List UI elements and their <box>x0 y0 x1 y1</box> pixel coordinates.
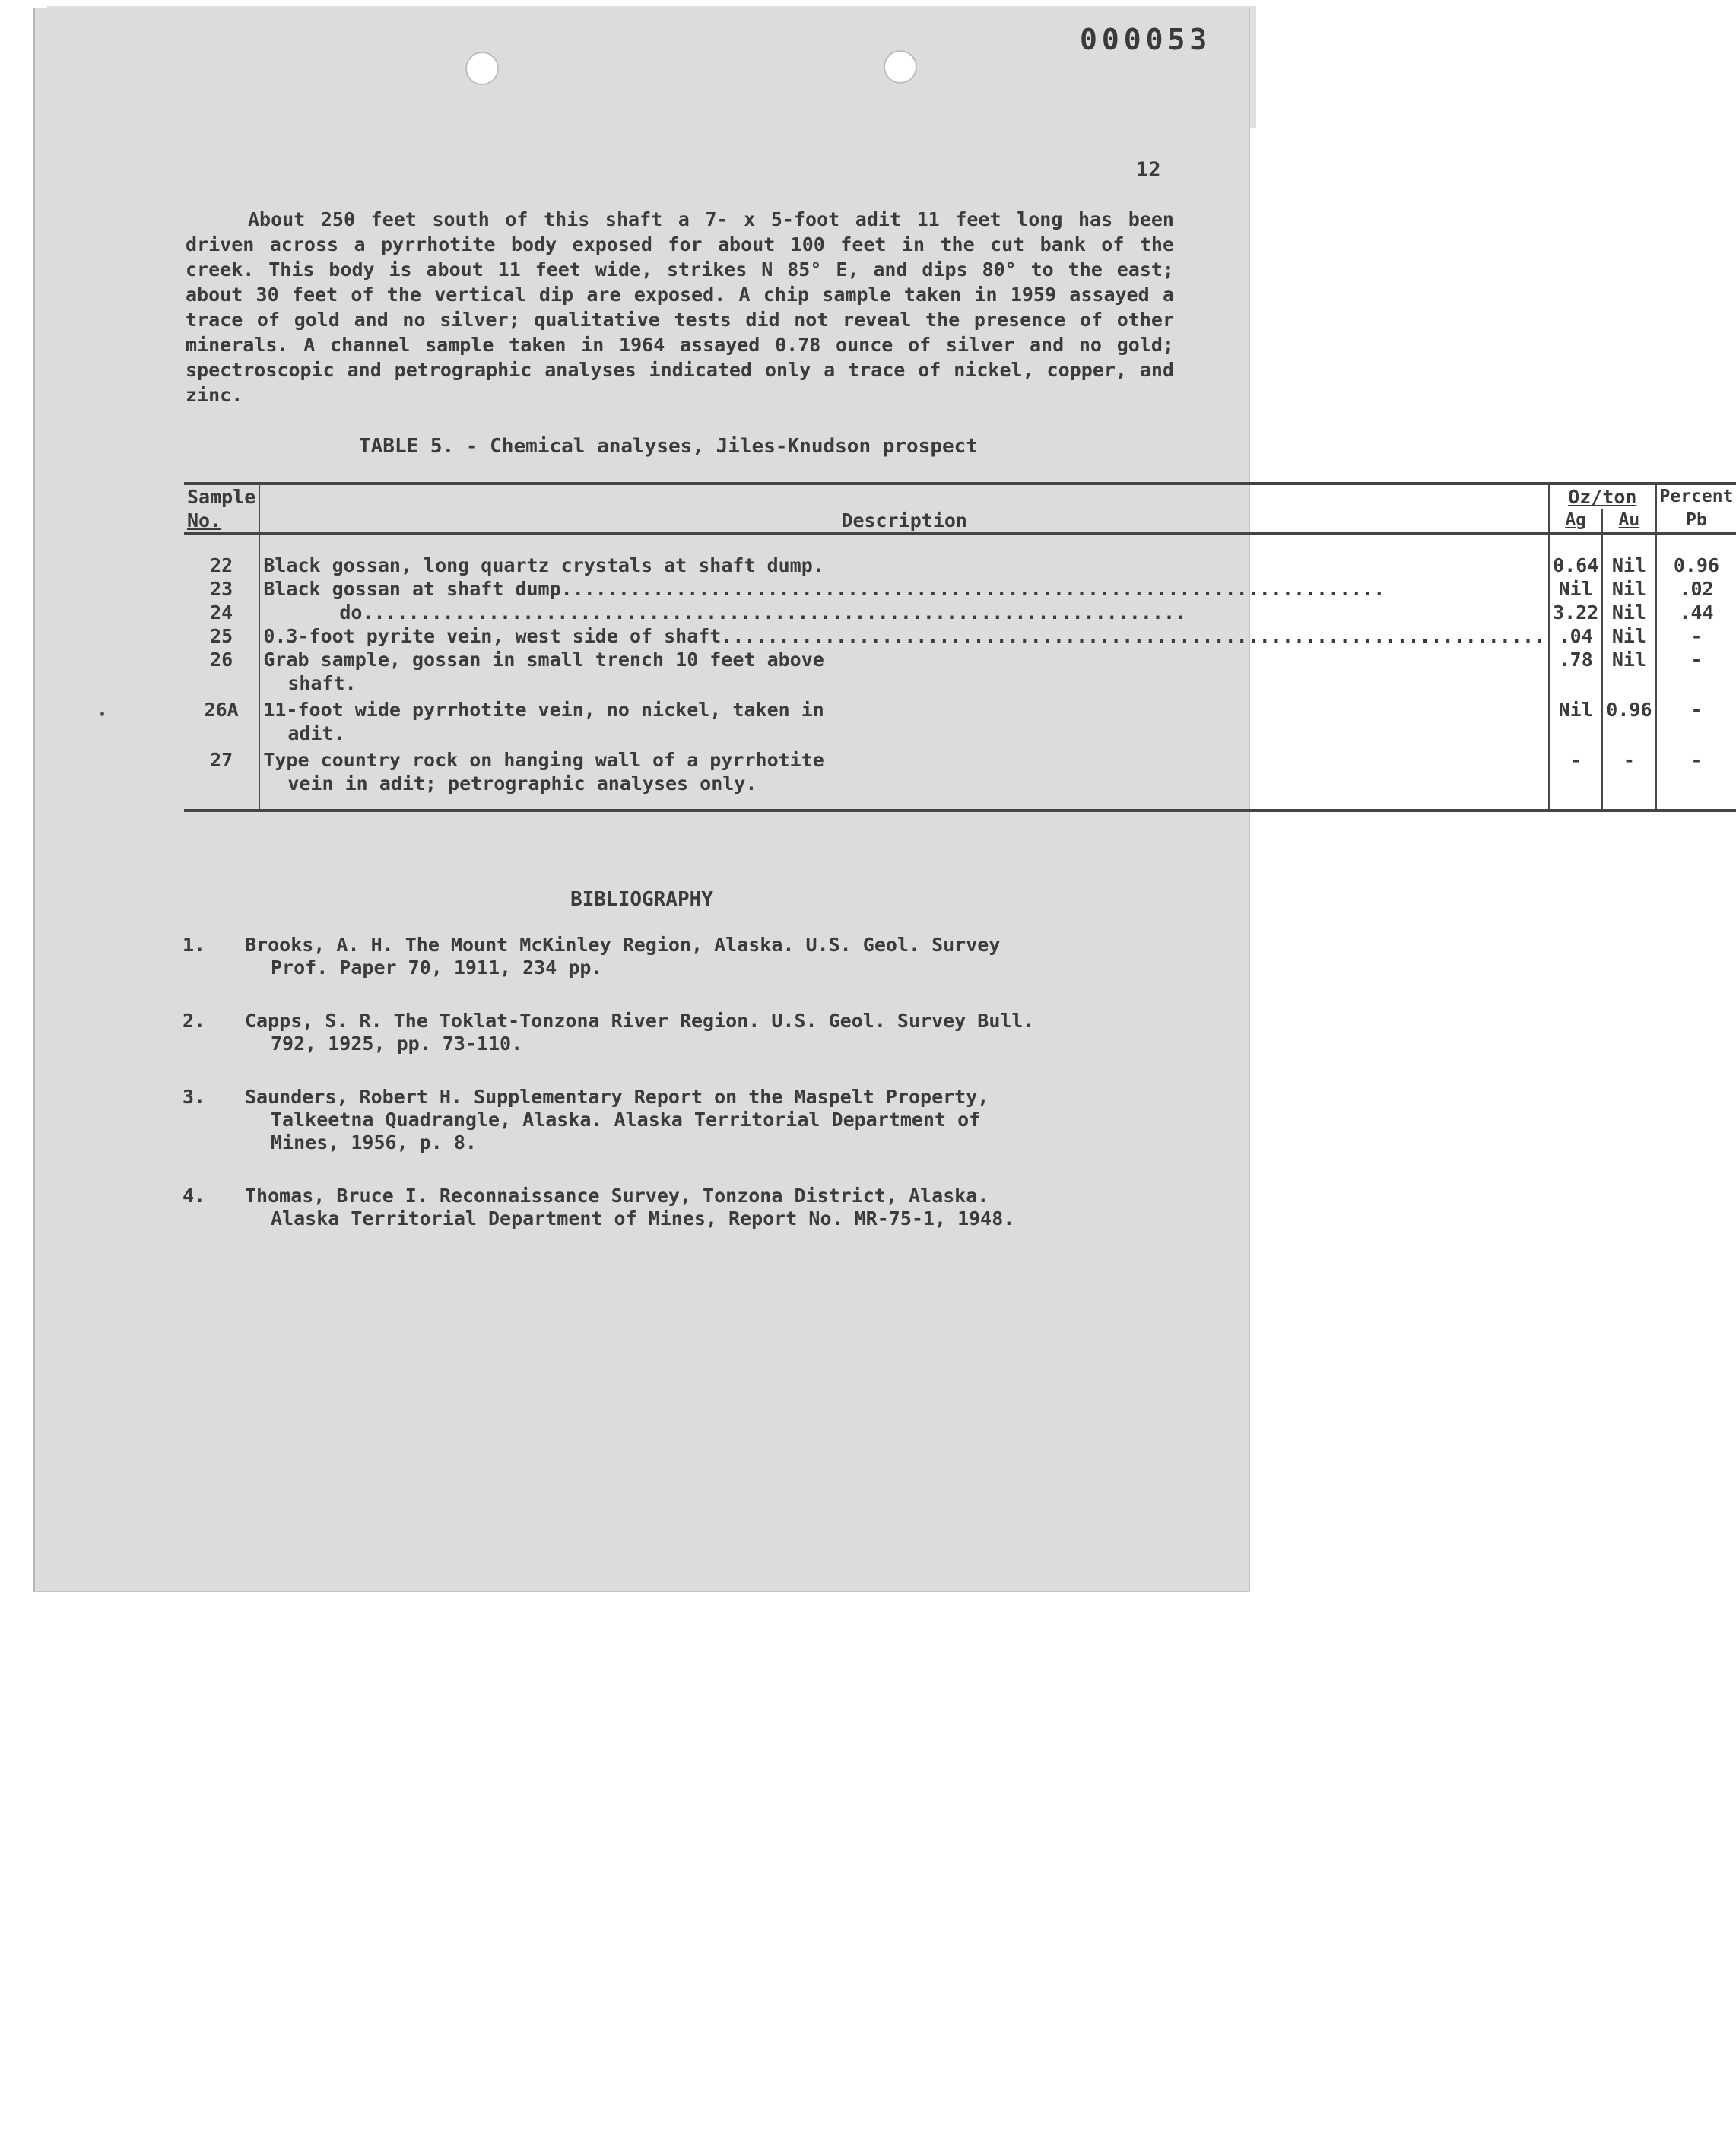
entry-line2: Prof. Paper 70, 1911, 234 pp. <box>271 957 603 979</box>
entry-line2: Alaska Territorial Department of Mines, Report No. MR-75-1, 1948. <box>271 1207 1015 1229</box>
page-number: 12 <box>1136 158 1161 182</box>
silver-value: Nil <box>1549 577 1602 601</box>
sample-description-line1: Grab sample, gossan in small trench 10 feet above <box>263 649 824 671</box>
sample-number: 26 <box>210 649 233 671</box>
bibliography-entry <box>182 934 1171 979</box>
header-pb: Pb <box>1656 509 1736 534</box>
entry-line2: Talkeetna Quadrangle, Alaska. Alaska Territorial Department of <box>271 1109 981 1131</box>
entry-line2: 792, 1925, pp. 73-110. <box>271 1033 523 1055</box>
lead-percent: 0.96 <box>1656 534 1736 577</box>
table-caption: TABLE 5. - Chemical analyses, Jiles-Knudson prospect <box>359 435 978 458</box>
sample-description <box>259 601 1549 624</box>
header-description: Description <box>259 484 1549 534</box>
chemical-analyses-table <box>184 482 1736 812</box>
entry-line1: Capps, S. R. The Toklat-Tonzona River Region. U.S. Geol. Survey Bull. <box>245 1010 1035 1032</box>
table-header-row <box>184 484 1736 509</box>
entry-number: 4. <box>182 1185 206 1207</box>
table-row <box>184 601 1736 624</box>
sample-description: Black gossan, long quartz crystals at shaft dump. <box>259 534 1549 577</box>
entry-line3: Mines, 1956, p. 8. <box>271 1131 477 1153</box>
entry-number: 2. <box>182 1010 206 1032</box>
entry-line1: Saunders, Robert H. Supplementary Report on the Maspelt Property, <box>245 1086 989 1108</box>
lead-percent: - <box>1656 695 1736 745</box>
document-id: 000053 <box>1080 23 1212 56</box>
header-au: Au <box>1602 509 1655 534</box>
lead-percent: .44 <box>1656 601 1736 624</box>
header-ag: Ag <box>1549 509 1602 534</box>
gold-value: Nil <box>1602 648 1655 695</box>
header-oz-ton: Oz/ton <box>1549 484 1655 509</box>
gold-value: Nil <box>1602 624 1655 648</box>
sample-description <box>259 577 1549 601</box>
sample-description-text: 0.3-foot pyrite vein, west side of shaft <box>263 625 722 647</box>
table-row <box>184 624 1736 648</box>
silver-value: 0.64 <box>1549 534 1602 577</box>
sample-description-line1: 11-foot wide pyrrhotite vein, no nickel, taken in <box>263 699 824 721</box>
gold-value: Nil <box>1602 601 1655 624</box>
sample-description-line2: shaft. <box>287 672 357 694</box>
table-row <box>184 648 1736 695</box>
table-row <box>184 745 1736 811</box>
table-row <box>184 534 1736 577</box>
punch-hole-right <box>884 50 917 84</box>
header-sample-line1: Sample <box>187 486 256 508</box>
gold-value: Nil <box>1602 534 1655 577</box>
sample-number: 24 <box>210 601 233 623</box>
sample-description-text: Black gossan at shaft dump <box>263 578 561 600</box>
sample-description-line2: vein in adit; petrographic analyses only. <box>287 773 757 795</box>
silver-value: .04 <box>1549 624 1602 648</box>
sample-description-text: do <box>339 601 363 623</box>
sample-number: 22 <box>210 554 233 576</box>
sample-number: 27 <box>184 745 259 811</box>
gold-value: Nil <box>1602 577 1655 601</box>
sample-description <box>259 745 1549 811</box>
punch-hole-left <box>465 52 499 85</box>
sample-number: 26A <box>204 699 239 721</box>
table-row <box>184 577 1736 601</box>
bibliography-entry <box>182 1086 1171 1154</box>
lead-percent: - <box>1656 648 1736 695</box>
sample-description <box>259 648 1549 695</box>
sample-number: 25 <box>210 625 233 647</box>
sample-description-line1: Type country rock on hanging wall of a pyrrhotite <box>263 749 824 771</box>
sample-description <box>259 624 1549 648</box>
header-sample-line2: No. <box>187 509 222 531</box>
header-percent: Percent <box>1656 484 1736 509</box>
entry-number: 3. <box>182 1086 206 1108</box>
sample-description <box>259 695 1549 745</box>
dot-leader: ........................................................................ <box>721 625 1546 647</box>
bibliography-heading: BIBLIOGRAPHY <box>570 888 713 911</box>
entry-line1: Thomas, Bruce I. Reconnaissance Survey, Tonzona District, Alaska. <box>245 1185 989 1207</box>
dot-leader: ........................................................................ <box>560 578 1385 600</box>
dot-leader: ........................................................................ <box>362 601 1187 623</box>
entry-number: 1. <box>182 934 206 956</box>
sample-description-line2: adit. <box>287 722 345 744</box>
silver-value: Nil <box>1549 695 1602 745</box>
silver-value: .78 <box>1549 648 1602 695</box>
table-row <box>184 695 1736 745</box>
lead-percent: .02 <box>1656 577 1736 601</box>
entry-line1: Brooks, A. H. The Mount McKinley Region, Alaska. U.S. Geol. Survey <box>245 934 1001 956</box>
silver-value: 3.22 <box>1549 601 1602 624</box>
lead-percent: - <box>1656 624 1736 648</box>
scan-speck <box>100 712 104 716</box>
silver-value: - <box>1549 745 1602 811</box>
intro-paragraph: About 250 feet south of this shaft a 7- x 5-foot adit 11 feet long has been driven across a pyrrhotite body exposed for about 100 feet in the cut bank of the creek. This body is about 11 feet wide, strikes N 85° E, and dips 80° to the east; about 30 feet of the vertical dip are exposed. A chip sample taken in 1959 assayed a trace of gold and no silver; qualitative tests did not reveal the presence of other minerals. A channel sample taken in 1964 assayed 0.78 ounce of silver and no gold; spectroscopic and petrographic analyses indicated only a trace of nickel, copper, and zinc. <box>186 208 1174 406</box>
header-sample-no <box>184 484 259 534</box>
gold-value: 0.96 <box>1602 695 1655 745</box>
bibliography-entry <box>182 1010 1171 1055</box>
bibliography-list <box>182 934 1171 1261</box>
bibliography-entry <box>182 1185 1171 1230</box>
sample-number: 23 <box>210 578 233 600</box>
gold-value: - <box>1602 745 1655 811</box>
lead-percent: - <box>1656 745 1736 811</box>
